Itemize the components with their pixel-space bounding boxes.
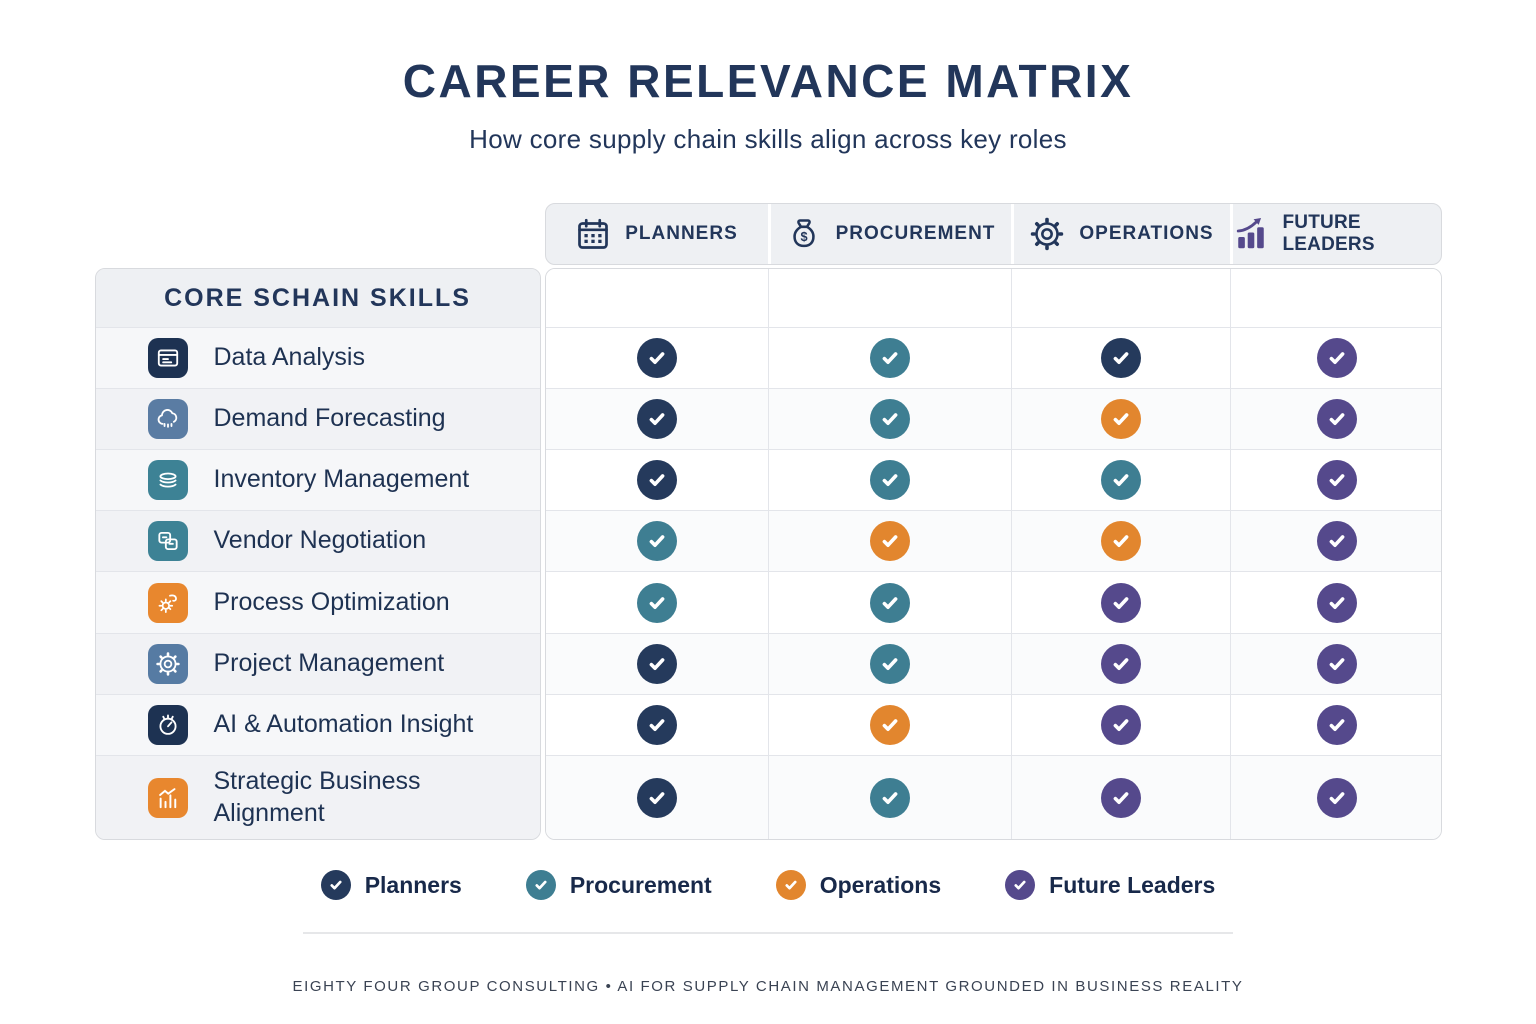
matrix-cell: [1011, 633, 1230, 694]
column-header-operations: [1011, 204, 1230, 264]
skill-label: Process Optimization: [213, 587, 450, 616]
skill-row-inventory-management: [96, 449, 540, 510]
check-icon: [526, 870, 556, 900]
skills-column: [95, 268, 541, 840]
check-icon: [870, 583, 910, 623]
column-header-label: PROCUREMENT: [835, 223, 996, 244]
skill-row-strategic-business-alignment: [96, 755, 540, 839]
matrix-cell: [1011, 449, 1230, 510]
matrix-cell: [1011, 510, 1230, 571]
matrix-cell: [1230, 694, 1442, 755]
check-icon: [870, 399, 910, 439]
empty-header-cell: [1011, 269, 1230, 327]
chart-card-icon: [148, 338, 188, 378]
check-icon: [1101, 460, 1141, 500]
matrix-cell: [1011, 694, 1230, 755]
matrix-cell: [1230, 755, 1442, 839]
divider-line: [303, 932, 1233, 934]
check-icon: [637, 583, 677, 623]
matrix-cell: [1011, 571, 1230, 633]
matrix-cell: [768, 571, 1011, 633]
check-icon: [870, 778, 910, 818]
check-icon: [1317, 399, 1357, 439]
role-header-row: [545, 203, 1442, 265]
matrix-cell: [1011, 327, 1230, 388]
skill-label: Strategic Business Alignment: [213, 767, 421, 827]
check-icon: [637, 521, 677, 561]
column-header-label: PLANNERS: [625, 223, 738, 244]
check-icon: [1101, 705, 1141, 745]
skill-label: Vendor Negotiation: [213, 526, 427, 555]
column-header-label: FUTURE LEADERS: [1282, 212, 1375, 255]
matrix-cell: [1230, 449, 1442, 510]
matrix-cell: [768, 694, 1011, 755]
matrix-cell: [1011, 388, 1230, 449]
matrix-table: [95, 203, 1442, 840]
check-icon: [870, 644, 910, 684]
matrix-cell: [546, 755, 768, 839]
legend-item-planners: [321, 870, 462, 900]
legend-item-future-leaders: [1005, 870, 1215, 900]
matrix-cell: [1230, 571, 1442, 633]
matrix-cell: [1011, 755, 1230, 839]
skill-label: Data Analysis: [213, 343, 365, 372]
legend-item-operations: [776, 870, 941, 900]
column-header-label: OPERATIONS: [1079, 223, 1214, 244]
check-icon: [1101, 338, 1141, 378]
check-icon: [637, 778, 677, 818]
brain-cloud-icon: [148, 399, 188, 439]
legend-label: Operations: [819, 871, 942, 898]
check-icon: [1317, 583, 1357, 623]
skill-label: Inventory Management: [213, 465, 470, 494]
check-icon: [637, 460, 677, 500]
skill-row-project-management: [96, 633, 540, 694]
skill-row-vendor-negotiation: [96, 510, 540, 571]
check-icon: [1317, 778, 1357, 818]
check-icon: [1317, 460, 1357, 500]
check-icon: [637, 644, 677, 684]
check-icon: [1317, 705, 1357, 745]
check-icon: [870, 460, 910, 500]
legend-label: Future Leaders: [1049, 871, 1216, 898]
check-icon: [870, 521, 910, 561]
empty-header-cell: [546, 269, 768, 327]
matrix-cell: [546, 510, 768, 571]
page-title: CAREER RELEVANCE MATRIX: [402, 55, 1134, 107]
check-icon: [1101, 521, 1141, 561]
empty-header-cell: [768, 269, 1011, 327]
skill-label: Demand Forecasting: [213, 404, 446, 433]
gauge-icon: [148, 705, 188, 745]
check-icon: [776, 870, 806, 900]
matrix-cell: [546, 694, 768, 755]
check-icon: [1317, 644, 1357, 684]
column-header-procurement: [768, 204, 1011, 264]
skill-row-ai-automation-insight: [96, 694, 540, 755]
matrix-cell: [768, 327, 1011, 388]
skill-label: Project Management: [213, 649, 445, 678]
matrix-cell: [768, 449, 1011, 510]
layers-icon: [148, 460, 188, 500]
checks-grid: [545, 268, 1442, 840]
matrix-cell: [546, 571, 768, 633]
gear-icon: [1029, 216, 1065, 252]
check-icon: [1101, 778, 1141, 818]
chat-docs-icon: [148, 521, 188, 561]
skill-row-data-analysis: [96, 327, 540, 388]
check-icon: [637, 338, 677, 378]
legend-label: Planners: [364, 871, 462, 898]
page-subtitle: How core supply chain skills align across key roles: [469, 124, 1067, 154]
check-icon: [1101, 583, 1141, 623]
matrix-cell: [768, 510, 1011, 571]
check-icon: [1005, 870, 1035, 900]
matrix-cell: [768, 388, 1011, 449]
check-icon: [1317, 521, 1357, 561]
legend-label: Procurement: [569, 871, 712, 898]
skill-row-demand-forecasting: [96, 388, 540, 449]
matrix-cell: [546, 388, 768, 449]
legend: [0, 870, 1536, 900]
skill-label: AI & Automation Insight: [213, 710, 474, 739]
matrix-cell: [546, 327, 768, 388]
check-icon: [1101, 644, 1141, 684]
legend-item-procurement: [526, 870, 712, 900]
empty-header-cell: [1230, 269, 1442, 327]
matrix-cell: [1230, 388, 1442, 449]
money-bag-icon: [786, 216, 822, 252]
matrix-cell: [546, 633, 768, 694]
growth-chart-icon: [1233, 216, 1269, 252]
matrix-cell: [1230, 633, 1442, 694]
gear-swirl-icon: [148, 583, 188, 623]
matrix-cell: [768, 633, 1011, 694]
check-icon: [870, 705, 910, 745]
check-icon: [1317, 338, 1357, 378]
matrix-cell: [1230, 510, 1442, 571]
skills-column-header: CORE SCHAIN SKILLS: [96, 269, 540, 327]
footer-text: EIGHTY FOUR GROUP CONSULTING • AI FOR SUPPLY CHAIN MANAGEMENT GROUNDED IN BUSINESS REALITY: [292, 978, 1244, 995]
skill-row-process-optimization: [96, 571, 540, 633]
check-icon: [321, 870, 351, 900]
check-icon: [870, 338, 910, 378]
gear-icon: [148, 644, 188, 684]
matrix-cell: [768, 755, 1011, 839]
column-header-planners: [546, 204, 768, 264]
svg-text:$: $: [800, 228, 808, 244]
calendar-icon: [575, 216, 611, 252]
check-icon: [637, 399, 677, 439]
matrix-cell: [546, 449, 768, 510]
bar-chart-icon: [148, 778, 188, 818]
matrix-cell: [1230, 327, 1442, 388]
check-icon: [637, 705, 677, 745]
column-header-future-leaders: [1230, 204, 1443, 264]
check-icon: [1101, 399, 1141, 439]
